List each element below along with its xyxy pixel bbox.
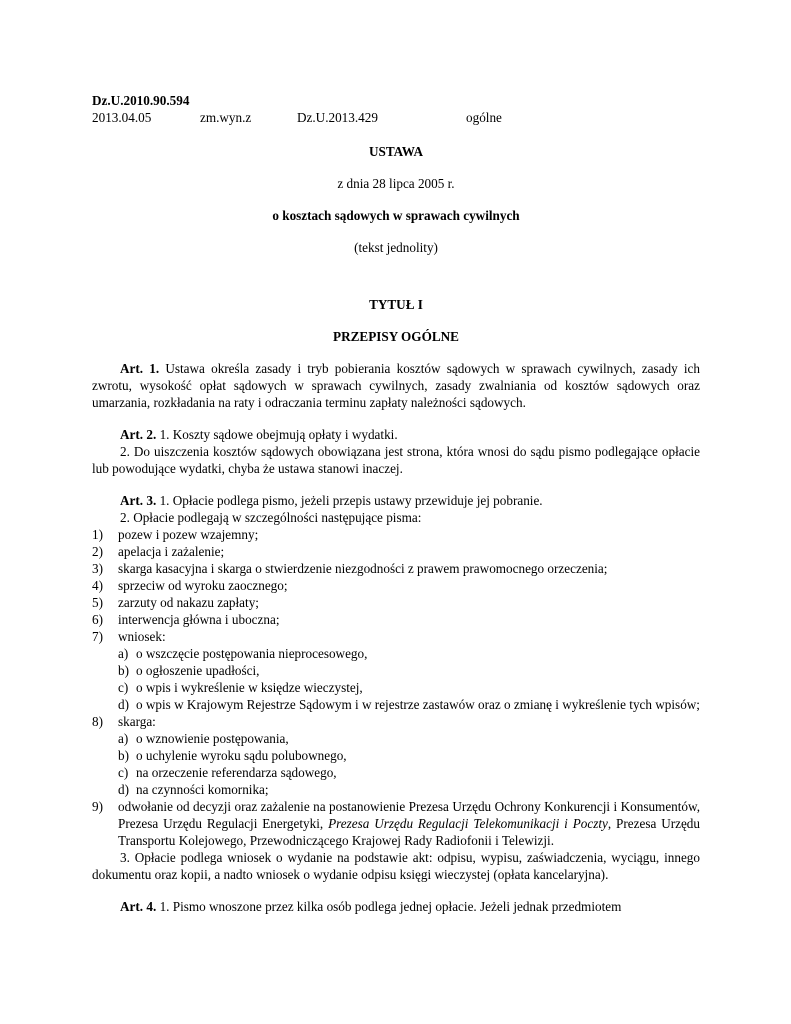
article-1 bbox=[92, 360, 700, 411]
article-3-para-1 bbox=[92, 492, 700, 509]
act-subject: o kosztach sądowych w sprawach cywilnych bbox=[272, 208, 520, 223]
sub-list-item bbox=[118, 730, 700, 747]
sub-text: o wpis i wykreślenie w księdze wieczystej, bbox=[136, 680, 363, 695]
sub-letter: a) bbox=[118, 646, 129, 661]
amendment-date: 2013.04.05 bbox=[92, 110, 152, 125]
list-text: interwencja główna i uboczna; bbox=[118, 612, 280, 627]
article-2 bbox=[92, 426, 700, 477]
sub-list-item bbox=[118, 645, 700, 662]
list-item bbox=[92, 577, 700, 594]
article-1-label: Art. 1. bbox=[120, 361, 160, 376]
amendment-reference: Dz.U.2013.429 bbox=[297, 110, 378, 125]
list-text: sprzeciw od wyroku zaocznego; bbox=[118, 578, 288, 593]
list-number: 9) bbox=[92, 799, 103, 814]
list-number: 7) bbox=[92, 629, 103, 644]
sub-letter: c) bbox=[118, 680, 129, 695]
sub-list-item bbox=[118, 696, 700, 713]
article-4-body-1: 1. Pismo wnoszone przez kilka osób podlega jednej opłacie. Jeżeli jednak przedmiotem bbox=[159, 899, 622, 914]
item-9-text-start: odwołanie od decyzji oraz zażalenie na postanowienie Prezesa Urzędu Ochrony Konkurencji i Konsumentów, Prezesa Urzędu Regulacji Energetyki, bbox=[118, 799, 700, 831]
list-item bbox=[92, 560, 700, 577]
sub-list-item bbox=[118, 764, 700, 781]
list-item bbox=[92, 594, 700, 611]
article-3-para-2: 2. Opłacie podlegają w szczególności następujące pisma: bbox=[120, 510, 422, 525]
sub-text: na czynności komornika; bbox=[136, 782, 269, 797]
article-3-label: Art. 3. bbox=[120, 493, 157, 508]
amendment-row bbox=[92, 109, 700, 126]
item-9-text-end: , Prezesa Urzędu Transportu Kolejowego, Przewodniczącego Krajowej Rady Radiofonii i Telewizji. bbox=[118, 816, 700, 848]
list-text: wniosek: bbox=[118, 629, 166, 644]
list-number: 6) bbox=[92, 612, 103, 627]
publication-code: Dz.U.2010.90.594 bbox=[92, 93, 190, 108]
list-number: 2) bbox=[92, 544, 103, 559]
article-2-label: Art. 2. bbox=[120, 427, 157, 442]
list-number: 3) bbox=[92, 561, 103, 576]
sub-letter: b) bbox=[118, 748, 129, 763]
sub-text: o uchylenie wyroku sądu polubownego, bbox=[136, 748, 347, 763]
amendment-type: zm.wyn.z bbox=[200, 110, 252, 125]
list-text: skarga: bbox=[118, 714, 156, 729]
consolidated-note: (tekst jednolity) bbox=[354, 240, 438, 255]
article-1-body: Ustawa określa zasady i tryb pobierania kosztów sądowych w sprawach cywilnych, zasady ich zwrotu, wysokość opłat sądowych w sprawach cywilnych, zasady zwalniania od kosztów sądowych oraz umarzania, rozkładania na raty i odraczania terminu zapłaty należności sądowych. bbox=[92, 361, 700, 410]
sub-letter: a) bbox=[118, 731, 129, 746]
sub-list-item bbox=[118, 662, 700, 679]
article-2-para-1 bbox=[92, 426, 700, 443]
sub-letter: d) bbox=[118, 697, 129, 712]
sub-list-item bbox=[118, 747, 700, 764]
list-item bbox=[92, 628, 700, 645]
article-4-label: Art. 4. bbox=[120, 899, 157, 914]
list-number: 5) bbox=[92, 595, 103, 610]
list-text: zarzuty od nakazu zapłaty; bbox=[118, 595, 259, 610]
sub-list-item bbox=[118, 781, 700, 798]
article-3-body-1: 1. Opłacie podlega pismo, jeżeli przepis ustawy przewiduje jej pobranie. bbox=[159, 493, 543, 508]
sub-text: o wszczęcie postępowania nieprocesowego, bbox=[136, 646, 368, 661]
sub-text: o wznowienie postępowania, bbox=[136, 731, 289, 746]
list-item bbox=[92, 611, 700, 628]
article-4-para-1 bbox=[92, 898, 700, 915]
sub-letter: d) bbox=[118, 782, 129, 797]
article-1-text bbox=[92, 360, 700, 411]
article-3-para-3: 3. Opłacie podlega wniosek o wydanie na podstawie akt: odpisu, wypisu, zaświadczenia, wyciągu, innego dokumentu oraz kopii, a nadto wniosek o wydanie odpisu księgi wieczystej (opłata kancelaryjna). bbox=[92, 850, 700, 882]
document-page bbox=[92, 92, 700, 915]
list-number: 4) bbox=[92, 578, 103, 593]
sub-text: na orzeczenie referendarza sądowego, bbox=[136, 765, 337, 780]
sub-letter: c) bbox=[118, 765, 129, 780]
article-2-body-1: 1. Koszty sądowe obejmują opłaty i wydatki. bbox=[159, 427, 398, 442]
list-text: skarga kasacyjna i skarga o stwierdzenie niezgodności z prawem prawomocnego orzeczenia; bbox=[118, 561, 608, 576]
list-number: 8) bbox=[92, 714, 103, 729]
list-item bbox=[92, 543, 700, 560]
item-9-text-italic: Prezesa Urzędu Regulacji Telekomunikacji i Poczty bbox=[328, 816, 608, 831]
article-2-para-2: 2. Do uiszczenia kosztów sądowych obowiązana jest strona, która wnosi do sądu pismo podlegające opłacie lub powodujące wydatki, chyba że ustawa stanowi inaczej. bbox=[92, 444, 700, 476]
part-heading: TYTUŁ I bbox=[369, 297, 423, 312]
list-number: 1) bbox=[92, 527, 103, 542]
sub-letter: b) bbox=[118, 663, 129, 678]
list-text bbox=[118, 798, 700, 849]
amendment-scope: ogólne bbox=[466, 110, 502, 125]
list-item bbox=[92, 798, 700, 849]
article-3 bbox=[92, 492, 700, 883]
section-heading: PRZEPISY OGÓLNE bbox=[333, 329, 459, 344]
list-text: pozew i pozew wzajemny; bbox=[118, 527, 259, 542]
sub-text: o ogłoszenie upadłości, bbox=[136, 663, 260, 678]
list-item bbox=[92, 526, 700, 543]
list-item bbox=[92, 713, 700, 730]
article-4 bbox=[92, 898, 700, 915]
act-date: z dnia 28 lipca 2005 r. bbox=[337, 176, 455, 191]
sub-text: o wpis w Krajowym Rejestrze Sądowym i w rejestrze zastawów oraz o zmianę i wykreślenie tych wpisów; bbox=[136, 697, 700, 712]
list-text: apelacja i zażalenie; bbox=[118, 544, 225, 559]
act-title: USTAWA bbox=[369, 144, 423, 159]
article-3-list bbox=[92, 526, 700, 849]
sub-list-item bbox=[118, 679, 700, 696]
